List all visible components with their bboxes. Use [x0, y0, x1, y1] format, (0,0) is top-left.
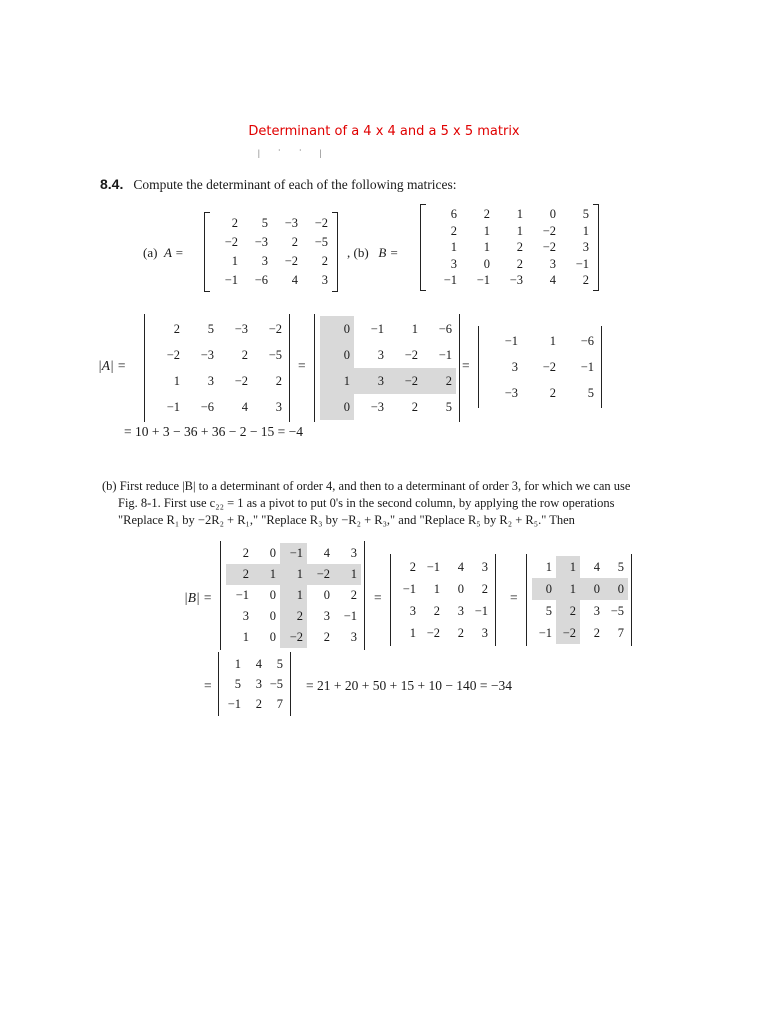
det-a-step1: [150, 316, 286, 420]
matrix-entry: 4: [323, 546, 330, 561]
matrix-entry: 5: [617, 559, 624, 574]
matrix-entry: −5: [268, 347, 282, 362]
matrix-entry: 0: [604, 578, 628, 600]
problem-heading: [100, 176, 457, 193]
problem-number: 8.4.: [100, 176, 124, 192]
matrix-entry: 4: [457, 559, 464, 574]
matrix-entry: 3: [481, 559, 488, 574]
det-b-step1: [226, 543, 361, 648]
det-a-lhs: |A| =: [98, 358, 127, 373]
matrix-a-name: A =: [163, 245, 184, 260]
page-title: Determinant of a 4 x 4 and a 5 x 5 matrix: [248, 124, 520, 139]
matrix-entry: 0: [580, 578, 604, 600]
matrix-entry: 2: [549, 385, 556, 400]
matrix-entry: −6: [580, 333, 594, 348]
right-determinant-bar: [289, 314, 290, 422]
solution-b-line-1: (b) First reduce |B| to a determinant of order 4, and then to a determinant of order 3, for which we can use: [102, 479, 631, 493]
matrix-entry: −2: [307, 564, 334, 585]
matrix-entry: 6: [450, 207, 457, 221]
matrix-entry: 1: [483, 223, 490, 238]
matrix-entry: −1: [166, 399, 180, 414]
matrix-entry: −1: [438, 347, 452, 362]
matrix-entry: 3: [261, 254, 268, 269]
matrix-entry: 0: [320, 342, 354, 368]
matrix-entry: 5: [445, 399, 452, 414]
matrix-entry: 1: [280, 585, 307, 606]
matrix-entry: 1: [545, 559, 552, 574]
det-b-equals-3: =: [204, 678, 212, 693]
matrix-entry: −2: [284, 254, 298, 269]
det-a-result: = 10 + 3 − 36 + 36 − 2 − 15 = −4: [124, 424, 304, 439]
det-a-equals-2: =: [462, 358, 470, 373]
right-determinant-bar: [495, 554, 496, 646]
solution-b-line-3: "Replace R₁ by −2R₂ + R₁," "Replace R₃ by −R₂ + R₃," and "Replace R₅ by R₂ + R₅." Then: [118, 513, 575, 527]
matrix-entry: 2: [323, 630, 330, 645]
left-bracket: [204, 212, 210, 292]
det-b-lhs: |B| =: [184, 590, 213, 605]
matrix-entry: 3: [350, 546, 357, 561]
right-bracket: [593, 204, 599, 291]
matrix-entry: −3: [234, 321, 248, 336]
matrix-entry: −2: [314, 216, 328, 231]
matrix-entry: 2: [255, 696, 262, 711]
left-determinant-bar: [526, 554, 527, 646]
matrix-entry: 4: [549, 273, 556, 287]
part-a-label: (a) A =: [143, 245, 184, 260]
right-determinant-bar: [459, 314, 460, 422]
matrix-entry: 1: [516, 223, 523, 238]
right-bracket: [332, 212, 338, 292]
matrix-entry: 0: [320, 394, 354, 420]
matrix-entry: 1: [516, 207, 523, 221]
matrix-entry: 3: [593, 603, 600, 618]
matrix-entry: −2: [388, 368, 422, 394]
det-b-result: = 21 + 20 + 50 + 15 + 10 − 140 = −34: [306, 678, 513, 693]
det-a-step3: [484, 328, 598, 406]
matrix-entry: −1: [474, 603, 488, 618]
matrix-entry: 1: [334, 564, 361, 585]
matrix-entry: 1: [433, 581, 440, 596]
left-determinant-bar: [390, 554, 391, 646]
matrix-entry: 2: [481, 581, 488, 596]
matrix-entry: 1: [450, 240, 457, 254]
matrix-entry: −1: [227, 696, 241, 711]
matrix-entry: −5: [314, 235, 328, 250]
matrix-entry: 5: [234, 676, 241, 691]
matrix-entry: −1: [426, 559, 440, 574]
matrix-entry: 3: [354, 368, 388, 394]
matrix-entry: −2: [268, 321, 282, 336]
matrix-entry: −1: [504, 333, 518, 348]
matrix-entry: −1: [235, 588, 249, 603]
matrix-entry: −2: [542, 359, 556, 374]
matrix-entry: −1: [575, 256, 589, 271]
det-a-equals-1: =: [298, 358, 306, 373]
matrix-entry: −3: [370, 399, 384, 414]
matrix-entry: 2: [450, 223, 457, 238]
matrix-entry: 2: [483, 207, 490, 221]
matrix-entry: 3: [321, 273, 328, 288]
matrix-entry: −3: [284, 216, 298, 231]
matrix-entry: 3: [582, 240, 589, 254]
matrix-entry: −6: [200, 399, 214, 414]
matrix-entry: −2: [426, 625, 440, 640]
scan-artifact-marks: |˙˙|: [258, 148, 340, 158]
matrix-entry: 2: [291, 235, 298, 250]
matrix-entry: −3: [254, 235, 268, 250]
matrix-entry: −1: [280, 543, 307, 564]
matrix-entry: −1: [402, 581, 416, 596]
left-determinant-bar: [218, 652, 219, 716]
left-bracket: [420, 204, 426, 291]
matrix-entry: 2: [457, 625, 464, 640]
matrix-entry: 3: [207, 373, 214, 388]
matrix-entry: 3: [242, 609, 249, 624]
matrix-a: [212, 214, 332, 290]
det-b-step4: [224, 654, 287, 714]
matrix-entry: 0: [269, 546, 276, 561]
matrix-entry: 1: [231, 254, 238, 269]
matrix-entry: 1: [409, 625, 416, 640]
left-determinant-bar: [478, 326, 479, 408]
matrix-entry: −1: [370, 321, 384, 336]
matrix-entry: −1: [538, 625, 552, 640]
matrix-entry: 3: [457, 603, 464, 618]
matrix-entry: 2: [593, 625, 600, 640]
left-determinant-bar: [144, 314, 145, 422]
matrix-entry: 4: [255, 656, 262, 671]
matrix-entry: 1: [280, 564, 307, 585]
matrix-entry: 2: [422, 368, 456, 394]
matrix-entry: 3: [255, 676, 262, 691]
matrix-entry: 2: [409, 559, 416, 574]
matrix-entry: 0: [483, 256, 490, 271]
right-determinant-bar: [631, 554, 632, 646]
matrix-entry: 1: [556, 556, 580, 578]
part-b-label: , (b) B =: [347, 245, 399, 260]
matrix-entry: 5: [545, 603, 552, 618]
matrix-entry: −3: [200, 347, 214, 362]
matrix-entry: 2: [433, 603, 440, 618]
matrix-entry: −2: [556, 622, 580, 644]
matrix-entry: −2: [224, 235, 238, 250]
problem-statement: Compute the determinant of each of the following matrices:: [133, 177, 457, 192]
matrix-entry: 2: [231, 216, 238, 231]
matrix-entry: 1: [411, 321, 418, 336]
matrix-entry: −6: [254, 273, 268, 288]
matrix-entry: 2: [275, 373, 282, 388]
matrix-entry: 3: [350, 630, 357, 645]
matrix-entry: 1: [242, 630, 249, 645]
matrix-entry: 3: [450, 256, 457, 271]
matrix-entry: 2: [411, 399, 418, 414]
det-b-equals-2: =: [510, 590, 518, 605]
matrix-entry: 4: [291, 273, 298, 288]
matrix-entry: 2: [242, 546, 249, 561]
matrix-entry: 1: [582, 223, 589, 238]
matrix-entry: 3: [323, 609, 330, 624]
matrix-entry: 1: [549, 333, 556, 348]
matrix-entry: 4: [241, 399, 248, 414]
matrix-entry: 1: [234, 656, 241, 671]
matrix-entry: −1: [443, 273, 457, 287]
matrix-entry: 4: [593, 559, 600, 574]
matrix-entry: 2: [241, 347, 248, 362]
matrix-entry: 0: [549, 207, 556, 221]
matrix-entry: 1: [556, 578, 580, 600]
matrix-entry: 1: [173, 373, 180, 388]
matrix-entry: 5: [261, 216, 268, 231]
matrix-entry: 5: [276, 656, 283, 671]
matrix-entry: 7: [276, 696, 283, 711]
matrix-entry: −5: [269, 676, 283, 691]
matrix-entry: 1: [253, 564, 280, 585]
matrix-entry: 2: [173, 321, 180, 336]
matrix-entry: 0: [269, 588, 276, 603]
matrix-entry: −3: [509, 273, 523, 287]
solution-b-text: [102, 478, 738, 529]
matrix-entry: −3: [504, 385, 518, 400]
matrix-entry: 0: [457, 581, 464, 596]
matrix-entry: −1: [476, 273, 490, 287]
det-a-step2: [320, 316, 456, 420]
right-determinant-bar: [290, 652, 291, 716]
matrix-entry: 3: [377, 347, 384, 362]
matrix-entry: −2: [404, 347, 418, 362]
det-b-step2: [396, 556, 492, 644]
matrix-entry: 3: [549, 256, 556, 271]
matrix-entry: −1: [343, 609, 357, 624]
left-determinant-bar: [220, 541, 221, 650]
matrix-entry: 0: [532, 578, 556, 600]
matrix-entry: 5: [587, 385, 594, 400]
matrix-entry: 2: [226, 564, 253, 585]
solution-b-line-2: Fig. 8-1. First use c₂₂ = 1 as a pivot to put 0's in the second column, by applying the row operations: [118, 496, 615, 510]
det-b-equals-1: =: [374, 590, 382, 605]
matrix-entry: 3: [511, 359, 518, 374]
matrix-entry: 0: [323, 588, 330, 603]
matrix-entry: −6: [438, 321, 452, 336]
left-determinant-bar: [314, 314, 315, 422]
matrix-entry: 2: [516, 240, 523, 254]
matrix-entry: 0: [320, 316, 354, 342]
matrix-entry: 2: [321, 254, 328, 269]
matrix-entry: −2: [234, 373, 248, 388]
matrix-entry: 2: [516, 256, 523, 271]
matrix-entry: 0: [269, 630, 276, 645]
matrix-entry: −1: [224, 273, 238, 288]
matrix-entry: 3: [481, 625, 488, 640]
right-determinant-bar: [364, 541, 365, 650]
matrix-entry: −5: [610, 603, 624, 618]
matrix-b-name: B =: [378, 245, 399, 260]
matrix-entry: 2: [350, 588, 357, 603]
matrix-entry: −2: [542, 240, 556, 254]
matrix-entry: 2: [556, 600, 580, 622]
matrix-entry: 2: [582, 273, 589, 287]
matrix-entry: 7: [617, 625, 624, 640]
matrix-entry: 3: [275, 399, 282, 414]
matrix-entry: −2: [166, 347, 180, 362]
matrix-entry: 3: [409, 603, 416, 618]
matrix-b: [428, 206, 593, 289]
right-determinant-bar: [601, 326, 602, 408]
det-b-step3: [532, 556, 628, 644]
matrix-entry: 1: [483, 240, 490, 254]
matrix-entry: 1: [320, 368, 354, 394]
matrix-entry: 5: [207, 321, 214, 336]
matrix-entry: 2: [280, 606, 307, 627]
matrix-entry: 0: [269, 609, 276, 624]
matrix-entry: −2: [542, 223, 556, 238]
matrix-entry: −2: [280, 627, 307, 648]
matrix-entry: −1: [580, 359, 594, 374]
matrix-entry: 5: [582, 207, 589, 221]
